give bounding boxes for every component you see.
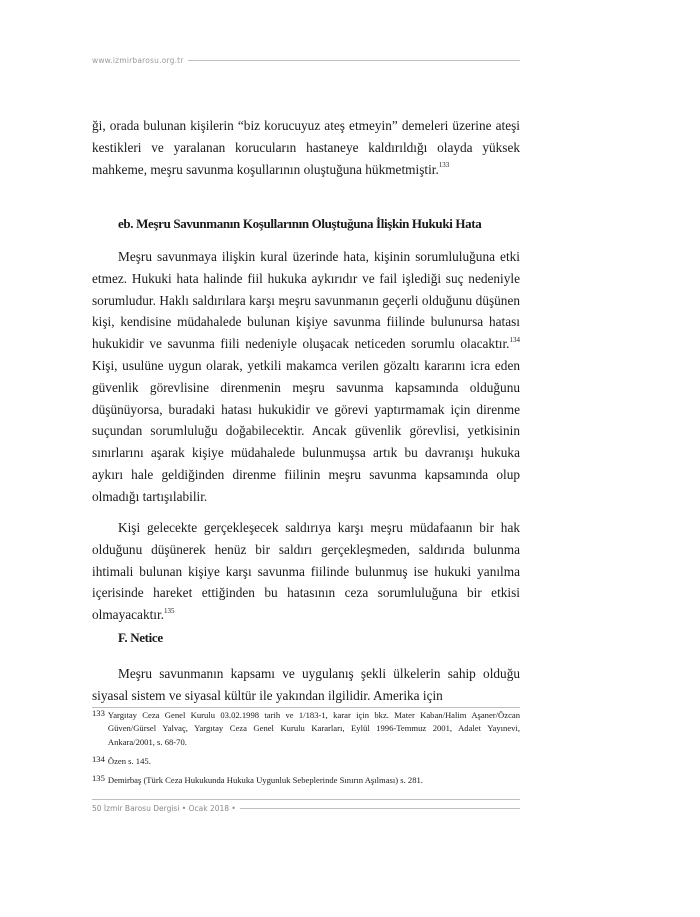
page-header [92, 54, 520, 66]
paragraph-4 [92, 663, 520, 707]
paragraph-4-text: Meşru savunmanın kapsamı ve uygulanış şekli ülkelerin sahip olduğu siyasal sistem ve siyasal kültür ile yakından ilgilidir. Amerika için [92, 666, 520, 703]
paragraph-3 [92, 517, 520, 626]
footnote-134 [92, 755, 520, 768]
footnote-text: Özen s. 145. [107, 755, 151, 766]
paragraph-3-text: Kişi gelecekte gerçekleşecek saldırıya karşı meşru müdafaanın bir hak olduğunu düşünerek henüz bir saldırı gerçekleşmeden, saldırıda bulunma ihtimali bulunan kişiye karşı savunma fiilinde bulunmuş ise hukuki yanılma içerisinde hareket ettiğinden bu hatasının ceza sorumluluğuna bir etkisi olmayacaktır. [92, 520, 520, 623]
footnote-text: Yargıtay Ceza Genel Kurulu 03.02.1998 tarih ve 1/183-1, karar için bkz. Mater Kaban/Halim Aşaner/Özcan Güven/Gürsel Yalvaç, Yargıtay Ceza Genel Kurulu Kararları, Eylül 1996-Temmuz 2001, Adalet Yayınevi, Ankara/2001, s. 68-70. [107, 710, 520, 747]
footnote-rule [92, 707, 520, 708]
header-rule [188, 60, 520, 61]
footnote-ref-135[interactable]: 135 [164, 606, 175, 615]
section-heading-eb: eb. Meşru Savunmanın Koşullarının Oluştuğuna İlişkin Hukuki Hata [118, 216, 482, 231]
section-heading-netice: F. Netice [118, 630, 163, 645]
paragraph-2-text-b: Kişi, usulüne uygun olarak, yetkili makamca verilen gözaltı kararını icra eden güvenlik görevlisine direnmenin meşru savunma kapsamında olduğunu düşünüyorsa, buradaki hatası hukukidir ve görevi yaptırmamak için direnme suçundan sorumluluğu doğabilecektir. Ancak güvenlik görevlisi, yetkisinin sınırlarını aşarak kişiye müdahalede bulunmuşsa artık bu davranışı hukuka aykırı hale geldiğinden direnme fiilinin meşru savunma kapsamında olup olmadığı tartışılabilir. [92, 357, 520, 504]
footnote-ref-134[interactable]: 134 [509, 335, 520, 344]
footnote-135 [92, 774, 520, 787]
paragraph-1 [92, 115, 520, 180]
footnotes [92, 709, 520, 793]
paragraph-2 [92, 246, 520, 508]
footnote-133 [92, 709, 520, 749]
footnote-ref-133[interactable]: 133 [438, 161, 450, 170]
footer-rule [240, 808, 520, 809]
footer-text: 50 İzmir Barosu Dergisi • Ocak 2018 • [92, 803, 236, 813]
footnote-number: 134 [92, 753, 105, 764]
footnote-text: Demirbaş (Türk Ceza Hukukunda Hukuka Uygunluk Sebeplerinde Sınırın Aşılması) s. 281. [107, 775, 423, 786]
page-footer [92, 799, 520, 814]
paragraph-1-text: ği, orada bulunan kişilerin “biz korucuyuz ateş etmeyin” demeleri üzerine ateşi kestikleri ve yaralanan korucuların hastaneye kaldırıldığı olayda yüksek mahkeme, meşru savunma koşullarının oluştuğuna hükmetmiştir. [92, 118, 520, 177]
footnote-number: 135 [92, 773, 105, 784]
footnote-number: 133 [92, 708, 105, 718]
header-url: www.izmirbarosu.org.tr [92, 55, 184, 65]
paragraph-2-text-a: Meşru savunmaya ilişkin kural üzerinde hata, kişinin sorumluluğuna etki etmez. Hukuki hata halinde fiil hukuka aykırıdır ve fail işlediği suç nedeniyle sorumludur. Haklı saldırılara karşı meşru savunmanın geçerli olduğunu düşünen kişi, kendisine müdahalede bulunan kişiye savunma fiilinde bulunursa hatası hukukidir ve savunma fiili nedeniyle oluşacak neticeden sorumlu olacaktır. [92, 249, 520, 352]
